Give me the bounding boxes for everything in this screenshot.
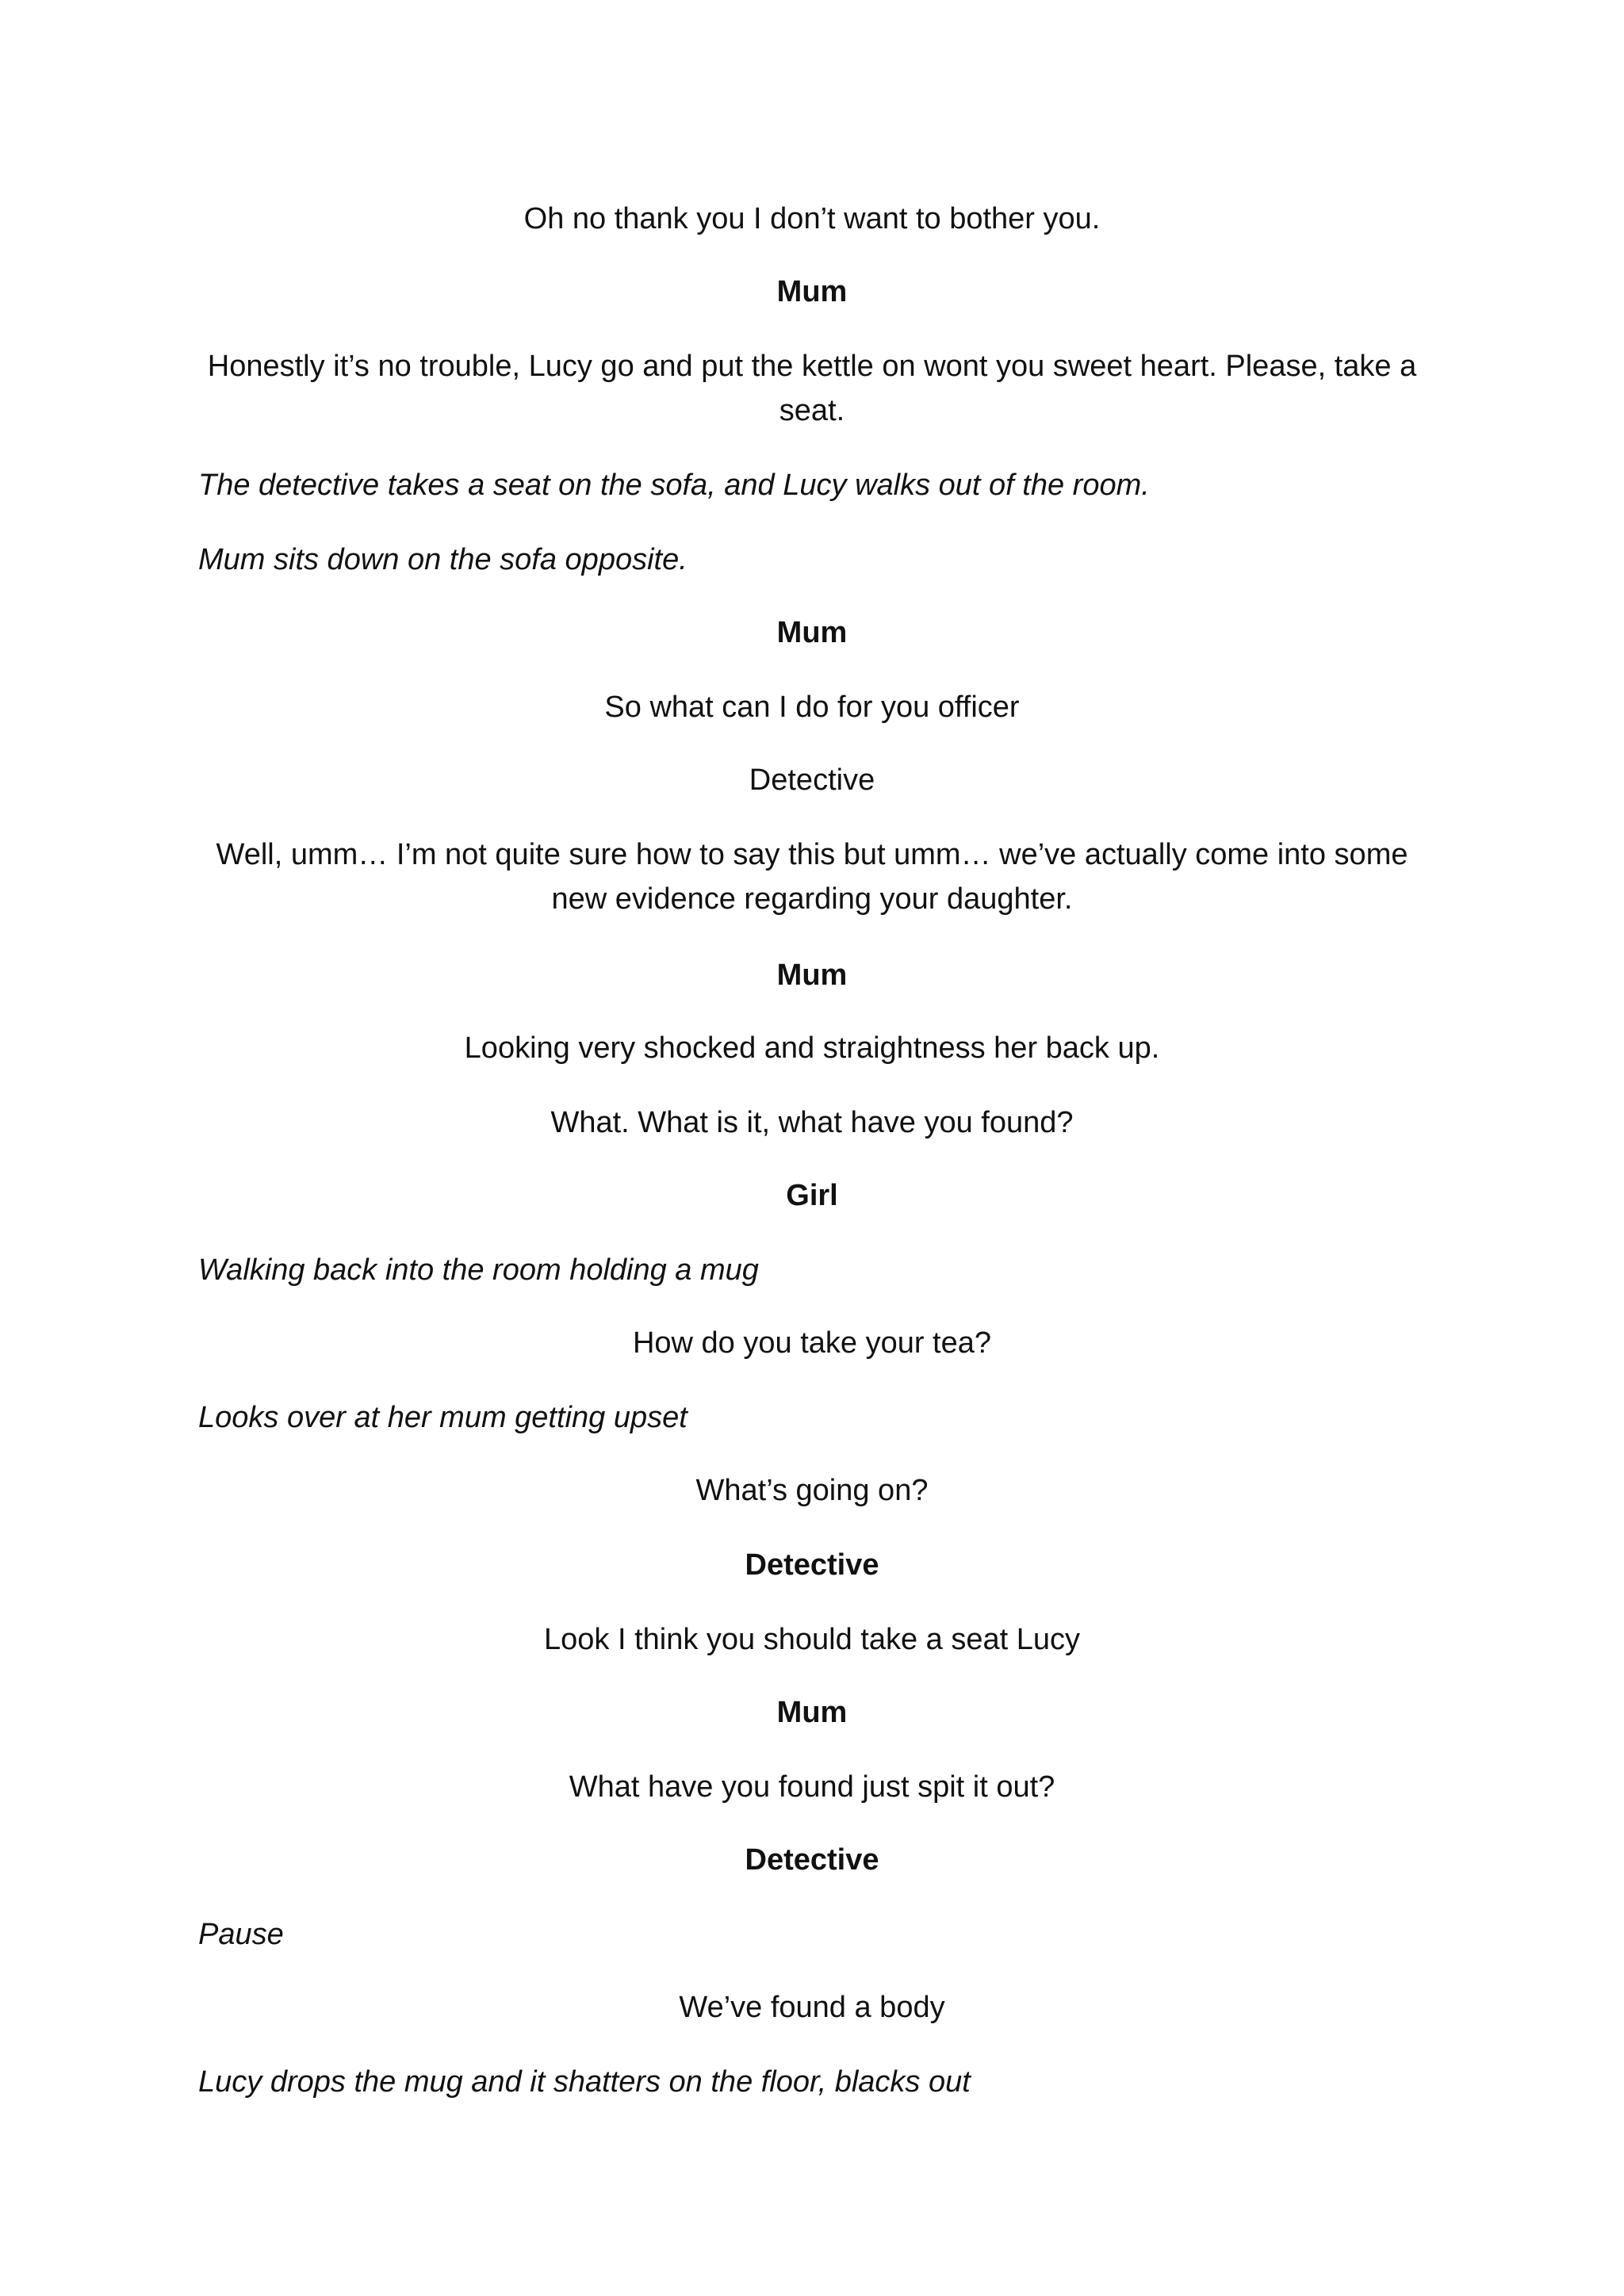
character-name: Girl — [786, 1179, 838, 1212]
stage-direction: Pause — [198, 1918, 284, 1951]
dialogue-line: Oh no thank you I don’t want to bother you. — [523, 202, 1101, 235]
character-name: Mum — [776, 959, 848, 992]
character-name: Mum — [776, 1696, 848, 1729]
dialogue-line: Looking very shocked and straightness her back up. — [464, 1031, 1160, 1065]
stage-direction: The detective takes a seat on the sofa, and Lucy walks out of the room. — [198, 469, 1150, 502]
character-name: Detective — [749, 763, 875, 797]
dialogue-line: Honestly it’s no trouble, Lucy go and put the kettle on wont you sweet heart. Please, take a seat. — [207, 350, 1417, 427]
dialogue-line: Look I think you should take a seat Lucy — [544, 1623, 1080, 1656]
stage-direction: Walking back into the room holding a mug — [198, 1253, 759, 1287]
character-name: Mum — [776, 616, 848, 649]
character-name: Detective — [745, 1548, 879, 1582]
dialogue-line: What have you found just spit it out? — [569, 1770, 1055, 1804]
dialogue-line: Well, umm… I’m not quite sure how to say this but umm… we’ve actually come into some new evidence regarding your daughter. — [216, 838, 1408, 916]
character-name: Detective — [745, 1843, 879, 1877]
dialogue-line: We’ve found a body — [679, 1991, 945, 2024]
character-name: Mum — [776, 275, 848, 308]
dialogue-line: What’s going on? — [695, 1474, 929, 1507]
dialogue-line: How do you take your tea? — [632, 1326, 992, 1360]
stage-direction: Mum sits down on the sofa opposite. — [198, 543, 688, 576]
stage-direction: Lucy drops the mug and it shatters on the floor, blacks out — [198, 2065, 971, 2099]
dialogue-line: So what can I do for you officer — [604, 691, 1020, 724]
stage-direction: Looks over at her mum getting upset — [198, 1401, 688, 1434]
dialogue-line: What. What is it, what have you found? — [550, 1106, 1074, 1139]
